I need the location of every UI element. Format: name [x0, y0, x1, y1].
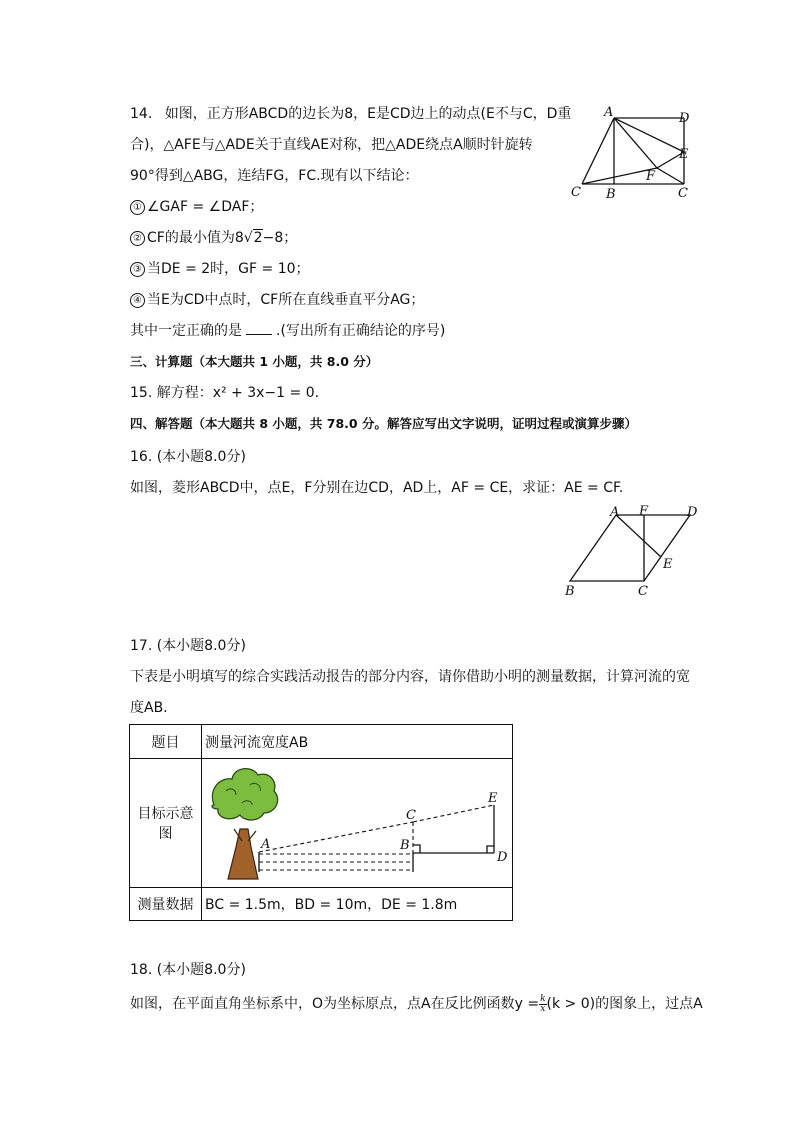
q18-text	[130, 994, 703, 1014]
fig16-label-F: F	[639, 504, 649, 519]
q18-head: 18. (本小题8.0分)	[130, 962, 246, 978]
fig14-label-F: F	[646, 169, 656, 184]
q14-number: 14.	[130, 106, 153, 122]
report-table	[129, 724, 513, 921]
river-diagram	[202, 759, 512, 887]
q14-question-b: .(写出所有正确结论的序号)	[276, 323, 446, 339]
fig14-label-D: D	[679, 111, 690, 126]
q14-line2: 合)，△AFE与△ADE关于直线AE对称，把△ADE绕点A顺时针旋转	[130, 137, 533, 153]
q14-conclusion-3	[130, 259, 310, 279]
q16-text: 如图，菱形ABCD中，点E，F分别在边CD，AD上，AF = CE，求证：AE = CF.	[130, 480, 624, 496]
conclusion-3-mark: ③	[130, 262, 145, 277]
fig14-label-C-right: C	[678, 186, 688, 201]
conclusion-1-text: ∠GAF = ∠DAF；	[147, 199, 264, 215]
row-label-topic: 题目	[130, 725, 202, 759]
diagram-label-A: A	[261, 837, 271, 852]
diagram-label-B: B	[400, 838, 410, 853]
conclusion-4-text: 当E为CD中点时，CF所在直线垂直平分AG；	[147, 292, 425, 308]
conclusion-4-mark: ④	[130, 293, 145, 308]
conclusion-2-text-b: −8；	[262, 230, 298, 246]
row-label-data: 测量数据	[130, 888, 202, 921]
diagram-label-D: D	[497, 850, 508, 865]
conclusion-3-text: 当DE = 2时，GF = 10；	[147, 261, 310, 277]
q14-conclusion-1	[130, 197, 263, 217]
q14-line3: 90°得到△ABG，连结FG，FC.现有以下结论：	[130, 168, 419, 184]
fig14-label-C-left: C	[571, 185, 581, 200]
fig16-label-C: C	[638, 584, 648, 599]
sqrt-sign: √	[243, 230, 253, 246]
table-row	[130, 759, 513, 888]
conclusion-2-text-a: CF的最小值为8	[147, 230, 244, 246]
sqrt-radicand: 2	[253, 230, 263, 246]
conclusion-1-mark: ①	[130, 200, 145, 215]
row-label-diagram: 目标示意图	[130, 759, 202, 888]
section-3-heading: 三、计算题（本大题共 1 小题，共 8.0 分）	[130, 354, 379, 369]
fig14-label-E: E	[679, 147, 689, 162]
fraction-k-over-x	[539, 995, 546, 1014]
q16-head: 16. (本小题8.0分)	[130, 449, 246, 465]
q14-line1	[130, 104, 571, 124]
fig16-label-A: A	[610, 505, 620, 520]
row-value-data: BC = 1.5m，BD = 10m，DE = 1.8m	[202, 888, 513, 921]
q17-line2: 度AB.	[130, 700, 168, 716]
fig16-label-D: D	[687, 505, 698, 520]
q14-line1-text: 如图，正方形ABCD的边长为8，E是CD边上的动点(E不与C，D重	[164, 106, 572, 122]
fig14-label-B: B	[606, 187, 616, 202]
answer-blank	[246, 322, 272, 335]
q18-text-a: 如图，在平面直角坐标系中，O为坐标原点，点A在反比例函数y =	[130, 996, 540, 1012]
diagram-label-E: E	[488, 791, 498, 806]
row-value-diagram	[202, 759, 513, 888]
q17-head: 17. (本小题8.0分)	[130, 638, 246, 654]
q15-text: 15. 解方程：x² + 3x−1 = 0.	[130, 385, 320, 401]
q14-question	[130, 321, 445, 341]
fraction-denominator: x	[540, 1003, 546, 1014]
q18-text-b: (k > 0)的图象上，过点A	[546, 996, 703, 1012]
q14-figure	[568, 104, 702, 202]
q14-question-a: 其中一定正确的是	[130, 323, 242, 339]
fig14-label-A: A	[604, 105, 614, 120]
fig16-label-B: B	[565, 584, 575, 599]
section-4-heading: 四、解答题（本大题共 8 小题，共 78.0 分。解答应写出文字说明，证明过程或演算步骤）	[130, 416, 637, 431]
fraction-numerator: k	[540, 993, 546, 1004]
fig16-label-E: E	[663, 557, 673, 572]
table-row	[130, 888, 513, 921]
diagram-label-C: C	[406, 808, 416, 823]
table-row	[130, 725, 513, 759]
q14-conclusion-4	[130, 290, 424, 310]
row-value-topic: 测量河流宽度AB	[202, 725, 513, 759]
q17-line1: 下表是小明填写的综合实践活动报告的部分内容，请你借助小明的测量数据，计算河流的宽	[130, 669, 690, 685]
q16-figure	[560, 502, 700, 600]
conclusion-2-mark: ②	[130, 231, 145, 246]
q14-conclusion-2	[130, 228, 297, 248]
